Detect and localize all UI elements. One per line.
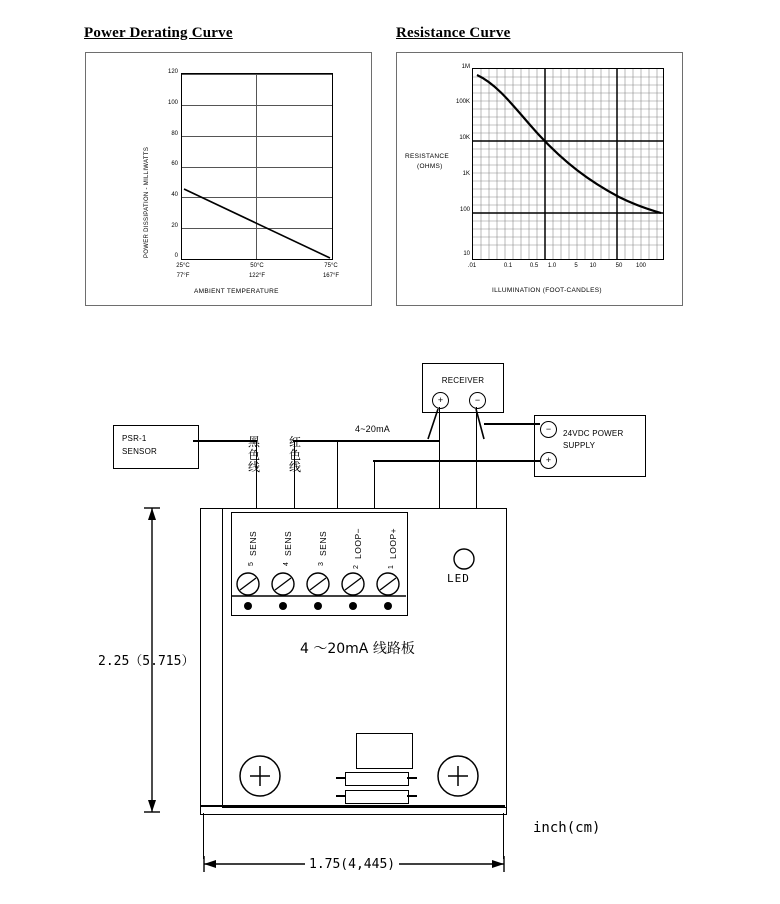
chart2-ytick-100k: 100K: [455, 99, 470, 105]
width-dimension-label: 1.75(4,445): [305, 857, 399, 872]
component-resistor-1: [345, 772, 409, 786]
mounting-screw-right: [430, 748, 490, 804]
wire-receiver-minus-to-supply-minus: [484, 423, 540, 425]
chart2-xtick-5: 5: [574, 263, 578, 269]
height-dimension-label: 2.25（5.715）: [98, 654, 195, 669]
power-derating-heading: Power Derating Curve: [84, 25, 233, 41]
sensor-label-line2: SENSOR: [122, 447, 157, 456]
chart1-xtick-167f: 167°F: [322, 273, 340, 279]
chart2-ytick-10k: 10K: [459, 135, 470, 141]
terminal-number-4: 4: [283, 562, 290, 566]
chart2-xtick-1p0: 1.0: [547, 263, 557, 269]
terminal-number-3: 3: [318, 562, 325, 566]
board-bottom-edge: [200, 805, 505, 807]
resistor-1-lead-left: [336, 777, 346, 779]
sensor-box: [113, 425, 199, 469]
terminal-label-4[interactable]: SENS: [283, 530, 293, 556]
mounting-screw-left: [232, 748, 292, 804]
power-supply-plus-symbol: +: [545, 455, 552, 465]
chart1-ytick-120: 120: [167, 69, 178, 75]
dim-ext-right: [503, 813, 504, 859]
terminal-number-2: 2: [353, 565, 360, 569]
chart1-ytick-0: 0: [174, 253, 178, 259]
receiver-label: RECEIVER: [441, 376, 485, 385]
chart1-xtick-122f: 122°F: [248, 273, 266, 279]
receiver-plus-symbol: +: [437, 395, 444, 405]
chart1-ytick-40: 40: [171, 192, 178, 198]
chart1-ytick-60: 60: [171, 161, 178, 167]
terminal-number-1: 1: [388, 565, 395, 569]
chart1-x-axis-title: AMBIENT TEMPERATURE: [194, 288, 279, 295]
terminal-label-2[interactable]: LOOP−: [353, 527, 363, 559]
component-relay: [356, 733, 413, 769]
chart1-ytick-20: 20: [171, 223, 178, 229]
wire-supply-plus-to-board: [373, 460, 540, 462]
chart1-xtick-75c: 75°C: [324, 263, 338, 269]
chart2-ytick-100: 100: [459, 207, 470, 213]
chart2-xtick-10: 10: [589, 263, 597, 269]
power-supply-minus-symbol: −: [545, 424, 552, 434]
receiver-minus-symbol: −: [474, 395, 481, 405]
chart2-xtick-100: 100: [635, 263, 646, 269]
board-title: 4 ～20mA 线路板: [300, 641, 415, 657]
chart2-y-axis-title-line2: (OHMS): [417, 163, 443, 170]
red-wire-label: 红色线: [289, 435, 302, 475]
chart1-xtick-25c: 25°C: [176, 263, 190, 269]
power-supply-minus-terminal: [540, 421, 557, 438]
sensor-label-line1: PSR-1: [122, 434, 147, 443]
wire-receiver-minus-riser: [476, 423, 478, 437]
terminal-label-3[interactable]: SENS: [318, 530, 328, 556]
black-wire-label: 黑色线: [248, 435, 261, 475]
chart2-xtick-0p5: 0.5: [529, 263, 539, 269]
resistor-1-lead-right: [407, 777, 417, 779]
component-resistor-2: [345, 790, 409, 804]
chart1-ytick-100: 100: [167, 100, 178, 106]
power-supply-label-line2: SUPPLY: [563, 441, 596, 450]
terminal-label-1[interactable]: LOOP+: [388, 527, 398, 559]
chart2-ytick-1k: 1K: [462, 171, 470, 177]
led-label: LED: [447, 572, 470, 585]
power-supply-plus-terminal: [540, 452, 557, 469]
chart2-ytick-1m: 1M: [461, 64, 470, 70]
chart2-ytick-10: 10: [463, 251, 470, 257]
resistance-heading: Resistance Curve: [396, 25, 511, 41]
chart1-y-axis-title: POWER DISSIPATION - MILLIWATTS: [144, 146, 150, 258]
terminal-number-5: 5: [248, 562, 255, 566]
unit-note: inch(cm): [533, 820, 601, 836]
chart2-xtick-50: 50: [615, 263, 623, 269]
wire-loop-minus-joint: [336, 440, 340, 442]
wire-loop-minus-down: [337, 440, 339, 512]
chart1-xtick-50c: 50°C: [250, 263, 264, 269]
current-loop-label: 4~20mA: [355, 424, 390, 434]
chart1-ytick-80: 80: [171, 131, 178, 137]
chart1-xtick-77f: 77°F: [176, 273, 190, 279]
power-supply-label-line1: 24VDC POWER: [563, 429, 624, 438]
dim-ext-left: [203, 813, 204, 859]
wire-supply-plus-down: [374, 460, 376, 512]
chart2-x-axis-title: ILLUMINATION (FOOT-CANDLES): [492, 287, 602, 294]
terminal-screws[interactable]: [231, 566, 406, 616]
chart2-xtick-0p1: 0.1: [503, 263, 513, 269]
resistor-2-lead-right: [407, 795, 417, 797]
chart2-xtick-01: .01: [467, 263, 477, 269]
chart2-y-axis-title-line1: RESISTANCE: [405, 153, 450, 160]
terminal-label-5[interactable]: SENS: [248, 530, 258, 556]
resistor-2-lead-left: [336, 795, 346, 797]
